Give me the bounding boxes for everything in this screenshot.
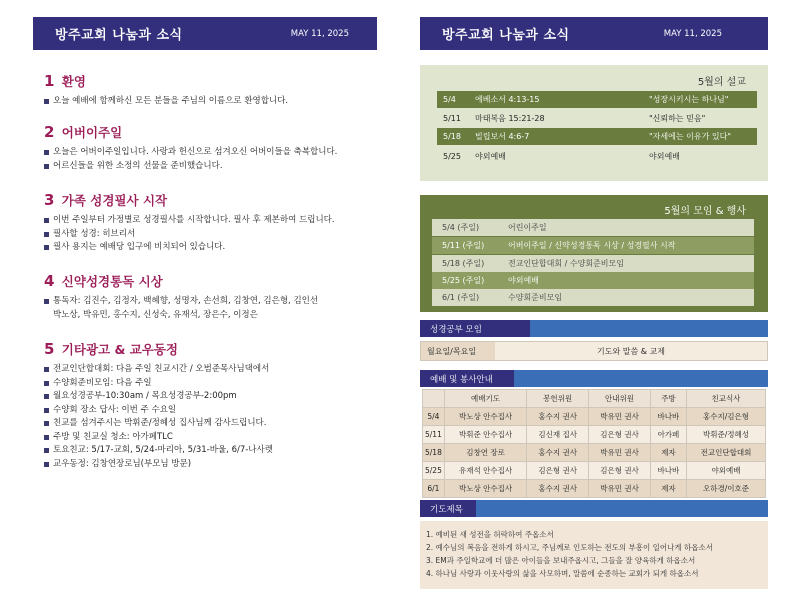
sermon-row: 5/11 마태복음 15:21-28 "신뢰하는 믿음"	[443, 114, 706, 123]
prayer-bar	[420, 500, 768, 517]
list-item: 친교를 섬겨주시는 박휘준/정혜성 집사님께 감사드립니다.	[44, 417, 374, 431]
section-parents-day	[44, 123, 374, 173]
service-bar	[420, 370, 768, 387]
sermon-title: 5월의 설교	[697, 77, 746, 88]
prayer-box	[420, 521, 768, 589]
page-date: MAY 11, 2025	[663, 28, 722, 39]
event-row: 5/11 (주일) 어버이주일 / 신약성경통독 시상 / 성경필사 시작	[432, 237, 754, 254]
table-row: 5/4 박노상 안수집사 홍수지 권사 박유민 권사 바나바 홍수지/김은형	[423, 408, 766, 426]
section-heading: 5 기타광고 & 교우동정	[44, 340, 179, 358]
section-heading: 2 어버이주일	[44, 123, 123, 141]
prayer-item: 1. 예비된 새 성전을 허락하여 주옵소서	[426, 530, 554, 539]
section-announcements	[44, 340, 374, 471]
event-row: 5/4 (주일) 어린이주일	[432, 219, 754, 236]
section-heading: 3 가족 성경필사 시작	[44, 191, 168, 209]
prayer-label: 기도제목	[420, 500, 476, 517]
list-item: 필사 용지는 예배당 입구에 비치되어 있습니다.	[44, 241, 374, 255]
list-item: 이번 주일부터 가정별로 성경필사를 시작합니다. 필사 후 제본하여 드립니다.	[44, 214, 374, 228]
sermon-row: 5/4 에베소서 4:13-15 "성장시키시는 하나님"	[437, 91, 757, 108]
event-row: 5/25 (주일) 야외예배	[432, 272, 754, 289]
prayer-item: 4. 하나님 사랑과 이웃사랑의 삶을 사모하며, 말씀에 순종하는 교회가 되게 하옵소서	[426, 569, 699, 578]
service-label: 예배 및 봉사안내	[420, 370, 514, 387]
right-header	[420, 17, 768, 50]
section-welcome	[44, 72, 374, 109]
table-row: 5/25 유재석 안수집사 김은형 권사 김은형 권사 바나바 야외예배	[423, 462, 766, 480]
page-title: 방주교회 나눔과 소식	[55, 28, 183, 43]
list-item: 수양회 장소 답사: 이번 주 수요일	[44, 404, 374, 418]
list-item: 어르신들을 위한 소정의 선물을 준비했습니다.	[44, 160, 374, 174]
list-item: 월요성경공부-10:30am / 목요성경공부-2:00pm	[44, 390, 374, 404]
page-date: MAY 11, 2025	[290, 28, 349, 39]
table-row: 5/18 김창연 장로 홍수지 권사 박유민 권사 제자 전교인단합대회	[423, 444, 766, 462]
list-item: 전교인단합대회: 다음 주일 친교시간 / 오범준목사님댁에서	[44, 363, 374, 377]
list-item: 주방 및 친교실 청소: 아가페TLC	[44, 431, 374, 445]
events-title: 5월의 모임 & 행사	[664, 206, 746, 217]
page-title: 방주교회 나눔과 소식	[442, 28, 570, 43]
list-item: 통독자: 김진수, 김정자, 백혜향, 성명자, 손선희, 김창연, 김은형, 김인선	[44, 295, 374, 309]
section-reading-award	[44, 272, 374, 322]
bible-study-label: 성경공부 모임	[420, 320, 530, 337]
event-row: 6/1 (주일) 수양회준비모임	[432, 289, 754, 306]
section-heading: 1 환영	[44, 72, 86, 90]
bible-study-row: 월요일/목요일 기도와 말씀 & 교제	[420, 341, 768, 361]
service-table	[422, 389, 766, 498]
list-item: 교우동정: 김창연장로님(부모님 방문)	[44, 458, 374, 472]
table-row: 5/11 박휘준 안수집사 김신재 집사 김은형 권사 아가페 박휘준/정혜성	[423, 426, 766, 444]
prayer-item: 3. EM과 주일학교에 더 많은 아이들을 보내주옵시고, 그들을 잘 양육하게 하옵소서	[426, 556, 696, 565]
list-item: 오늘은 어버이주일입니다. 사랑과 헌신으로 섬겨오신 어버이들을 축복합니다.	[44, 146, 374, 160]
section-bible-copy	[44, 191, 374, 255]
sermon-row: 5/25 야외예배 야외예배	[443, 152, 680, 161]
prayer-item: 2. 예수님의 복음을 전하게 하시고, 주님께로 인도하는 전도의 부흥이 일어나게 하옵소서	[426, 543, 713, 552]
table-header-row: 예배기도 봉헌위원 안내위원 주방 친교식사	[423, 390, 766, 408]
event-row: 5/18 (주일) 전교인단합대회 / 수양회준비모임	[432, 255, 754, 272]
sermon-row: 5/18 빌립보서 4:6-7 "자세에는 이유가 있다"	[437, 128, 757, 145]
list-item: 박노상, 박유민, 홍수지, 신성숙, 유재석, 장은수, 이정은	[53, 309, 258, 320]
list-item: 오늘 예배에 함께하신 모든 분들을 주님의 이름으로 환영합니다.	[44, 95, 374, 109]
list-item: 토요친교: 5/17-교회, 5/24-마리아, 5/31-바울, 6/7-나사렛	[44, 444, 374, 458]
list-item: 필사할 성경: 히브리서	[44, 228, 374, 242]
bible-study-bar	[420, 320, 768, 337]
table-row: 6/1 박노상 안수집사 홍수지 권사 박유민 권사 제자 오하경/이호준	[423, 480, 766, 498]
section-heading: 4 신약성경통독 시상	[44, 272, 163, 290]
left-header	[33, 17, 377, 50]
list-item: 수양회준비모임: 다음 주일	[44, 377, 374, 391]
